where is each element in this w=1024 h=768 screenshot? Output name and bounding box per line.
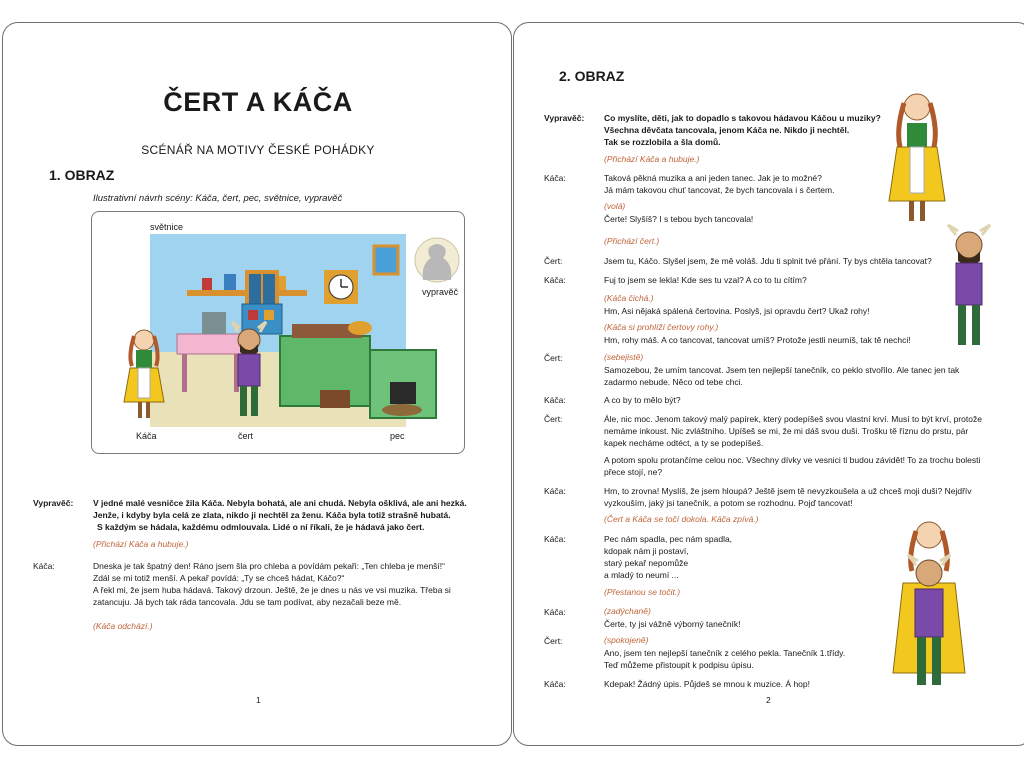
- dialogue-line: Jsem tu, Káčo. Slyšel jsem, že mě voláš. Jdu ti splnit tvé přání. Ty bys chtěla tancovat?: [604, 256, 932, 266]
- dialogue-line: Hm, Asi nějaká spálená čertovina. Poslyš, jsi opravdu čert? Ukaž rohy!: [604, 306, 870, 316]
- dialogue-line: A co by to mělo být?: [604, 395, 681, 405]
- dialogue-line: Taková pěkná muzika a ani jeden tanec. Jak je to možné?: [604, 173, 822, 183]
- speaker-kaca: Káča:: [544, 534, 566, 544]
- kaca-line-1: Dneska je tak špatný den! Ráno jsem šla pro chleba a povídám pekaři: „Ten chleba je menší!“: [93, 561, 445, 571]
- document-title: ČERT A KÁČA: [163, 87, 353, 117]
- page-number: 2: [766, 695, 771, 705]
- dialogue-line: A potom spolu protančíme celou noc. Všechny dívky ve vesnici ti budou závidět! To za trochu bolesti: [604, 455, 981, 465]
- stage-direction: (Káča čichá.): [604, 293, 654, 303]
- scene-caption: Ilustrativní návrh scény: Káča, čert, pec, světnice, vypravěč: [93, 193, 343, 204]
- label-svetnice: světnice: [150, 222, 184, 232]
- page-number: 1: [256, 695, 261, 705]
- dialogue-line: Ále, nic moc. Jenom takový malý papírek, který podepíšeš svou vlastní krví. Musí to být krví, protože: [604, 414, 982, 424]
- stage-direction: (spokojeně): [604, 635, 649, 645]
- dialogue-line: přece stojí, ne?: [604, 467, 663, 477]
- speaker-kaca: Káča:: [544, 275, 566, 285]
- dialogue-line: Ano, jsem ten nejlepší tanečník z celého pekla. Tanečník 1.třídy.: [604, 648, 846, 658]
- speaker-kaca: Káča:: [33, 561, 55, 571]
- dialogue-line: Hm, to zrovna! Myslíš, že jsem hloupá? Ještě jsem tě nevyzkoušela a už chceš moji duši? Nejdřív: [604, 486, 972, 496]
- label-kaca: Káča: [136, 431, 157, 441]
- speaker-cert: Čert:: [544, 353, 563, 363]
- kaca-line-2: Zdál se mi totiž menší. A pekař povídá: „Ty se chceš hádat, Káčo?“: [93, 573, 345, 583]
- stage-direction: (Káča odchází.): [93, 621, 153, 631]
- dialogue-line: kapek necháme odtéct, a ty se podepíšeš.: [604, 438, 764, 448]
- dialogue-line: Co myslíte, děti, jak to dopadlo s takovou hádavou Káčou u muziky?: [604, 113, 881, 123]
- narrator-line-2: Jenže, i kdyby byla celá ze zlata, nikdo ji nechtěl za ženu. Káča byla totiž strašně hubatá.: [93, 510, 451, 520]
- speaker-vypravec: Vypravěč:: [544, 113, 585, 123]
- speaker-kaca: Káča:: [544, 679, 566, 689]
- dialogue-line: Kdepak! Žádný úpis. Půjdeš se mnou k muzice. Á hop!: [604, 679, 811, 689]
- scene-illustration: [91, 211, 465, 454]
- stage-direction: (Čert a Káča se točí dokola. Káča zpívá.): [604, 514, 759, 524]
- speaker-vypravec: Vypravěč:: [33, 498, 74, 508]
- label-cert: čert: [238, 431, 254, 441]
- page-2: [513, 22, 1024, 746]
- stage-direction: (Přichází čert.): [604, 236, 660, 246]
- kaca-line-4: zatancuju. Já bych tak ráda tancovala. Jdu se tam podívat, aby nezačali beze mě.: [93, 597, 402, 607]
- document-subtitle: SCÉNÁŘ NA MOTIVY ČESKÉ POHÁDKY: [141, 143, 375, 157]
- stage-direction: (sebejistě): [604, 352, 644, 362]
- speaker-kaca: Káča:: [544, 607, 566, 617]
- song-line: a mladý to neumí ...: [604, 570, 679, 580]
- stage-direction: (Přichází Káča a hubuje.): [604, 154, 700, 164]
- dialogue-line: zadarmo nebude. Něco od tebe chci.: [604, 377, 743, 387]
- label-vypravec: vypravěč: [422, 287, 459, 297]
- stage-direction: (volá): [604, 201, 626, 211]
- stage-direction: (Káča si prohlíží čertovy rohy.): [604, 322, 719, 332]
- label-pec: pec: [390, 431, 405, 441]
- dialogue-line: Fuj to jsem se lekla! Kde ses tu vzal? A co to tu cítím?: [604, 275, 807, 285]
- page-1: [2, 22, 512, 746]
- dialogue-line: Čerte, ty jsi vážně výborný tanečník!: [604, 619, 741, 629]
- dialogue-line: nemáme inkoust. Nic zvláštního. Upíšeš se mi, že mi dáš svou duši. Trošku tě říznu do prstu, pár: [604, 426, 969, 436]
- speaker-kaca: Káča:: [544, 395, 566, 405]
- song-line: starý pekař nepomůže: [604, 558, 689, 568]
- speaker-cert: Čert:: [544, 256, 563, 266]
- stage-direction: (zadýchaně): [604, 606, 651, 616]
- narrator-line-1: V jedné malé vesničce žila Káča. Nebyla bohatá, ale ani chudá. Nebyla ošklivá, ale ani hezká.: [93, 498, 467, 508]
- dialogue-line: Tak se rozzlobila a šla domů.: [604, 137, 721, 147]
- dialogue-line: Hm, rohy máš. A co tancovat, tancovat umíš? Protože jestli neumíš, tak tě nechci!: [604, 335, 911, 345]
- dialogue-line: Teď můžeme přistoupit k podpisu úpisu.: [604, 660, 754, 670]
- kaca-illustration: [882, 85, 952, 225]
- dialogue-line: Samozebou, že umím tancovat. Jsem ten nejlepší tanečník, co peklo stvořilo. Ale tanec jen tak: [604, 365, 960, 375]
- dialogue-line: Čerte! Slyšíš? I s tebou bych tancovala!: [604, 214, 754, 224]
- stage-direction: (Přestanou se točit.): [604, 587, 681, 597]
- section-heading-1: 1. OBRAZ: [49, 167, 115, 183]
- speaker-cert: Čert:: [544, 414, 563, 424]
- dialogue-line: vyzkouším, jaký jsi tanečník, a potom se rozhodnu. Pojď tancovat!: [604, 498, 853, 508]
- cert-illustration: [944, 223, 994, 353]
- song-line: Pec nám spadla, pec nám spadla,: [604, 534, 733, 544]
- dialogue-line: Všechna děvčata tancovala, jenom Káča ne. Nikdo ji nechtěl.: [604, 125, 850, 135]
- section-heading-2: 2. OBRAZ: [559, 68, 625, 84]
- speaker-kaca: Káča:: [544, 173, 566, 183]
- speaker-cert: Čert:: [544, 636, 563, 646]
- dialogue-line: Já mám takovou chuť tancovat, že bych tancovala i s čertem.: [604, 185, 835, 195]
- kaca-cert-dancing-illustration: [889, 513, 969, 693]
- speaker-kaca: Káča:: [544, 486, 566, 496]
- song-line: kdopak nám ji postaví,: [604, 546, 689, 556]
- kaca-line-3: A řekl mi, že jsem huba hádavá. Takový drzoun. Ještě, že je dnes u nás ve vsi muzika. Třeba si: [93, 585, 451, 595]
- scene-drawing: [92, 212, 466, 455]
- stage-direction: (Přichází Káča a hubuje.): [93, 539, 189, 549]
- narrator-line-3: S každým se hádala, každému odmlouvala. Lidé o ní říkali, že je hádavá jako čert.: [97, 522, 425, 532]
